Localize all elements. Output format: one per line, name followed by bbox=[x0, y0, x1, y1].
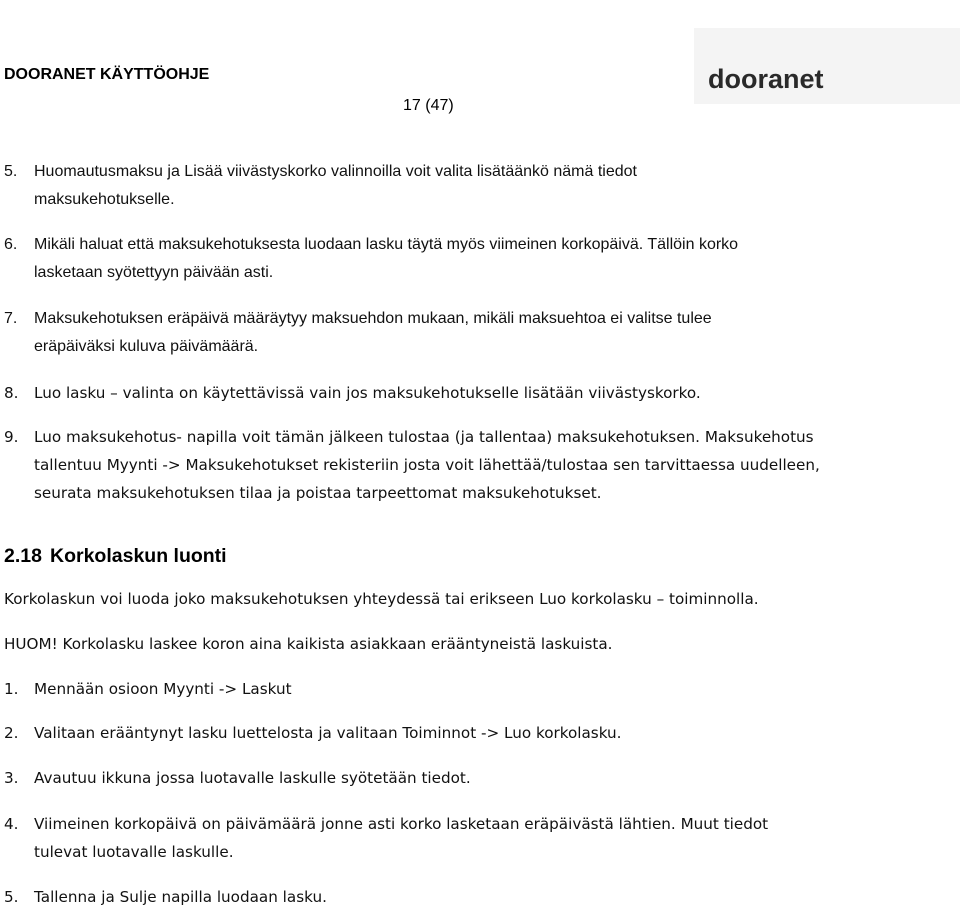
list-item-line: Mennään osioon Myynti -> Laskut bbox=[34, 680, 292, 698]
list-item-line: tulevat luotavalle laskulle. bbox=[34, 843, 234, 861]
list-item-number: 5. bbox=[4, 888, 19, 906]
list-item-line: tallentuu Myynti -> Maksukehotukset rekisteriin josta voit lähettää/tulostaa sen tarvittaessa uudelleen, bbox=[34, 456, 820, 474]
list-item-line: seurata maksukehotuksen tilaa ja poistaa tarpeettomat maksukehotukset. bbox=[34, 484, 602, 502]
list-item-line: Huomautusmaksu ja Lisää viivästyskorko valinnoilla voit valita lisätäänkö nämä tiedot bbox=[34, 163, 637, 180]
list-item-line: Luo lasku – valinta on käytettävissä vain jos maksukehotukselle lisätään viivästyskorko. bbox=[34, 384, 701, 402]
list-item-line: Avautuu ikkuna jossa luotavalle laskulle syötetään tiedot. bbox=[34, 769, 471, 787]
section-intro: Korkolaskun voi luoda joko maksukehotuksen yhteydessä tai erikseen Luo korkolasku – toiminnolla. bbox=[4, 590, 759, 608]
section-title: Korkolaskun luonti bbox=[50, 545, 227, 567]
list-item-number: 6. bbox=[4, 236, 18, 253]
list-item-line: Maksukehotuksen eräpäivä määräytyy maksuehdon mukaan, mikäli maksuehtoa ei valitse tulee bbox=[34, 310, 712, 327]
list-item-number: 5. bbox=[4, 163, 18, 180]
logo-wordmark: dooranet bbox=[708, 64, 824, 94]
section-note: HUOM! Korkolasku laskee koron aina kaikista asiakkaan erääntyneistä laskuista. bbox=[4, 635, 613, 653]
section-heading bbox=[4, 545, 227, 568]
list-item-line: Viimeinen korkopäivä on päivämäärä jonne asti korko lasketaan eräpäivästä lähtien. Muut tiedot bbox=[34, 815, 769, 833]
list-item-number: 9. bbox=[4, 428, 19, 446]
list-item-line: Tallenna ja Sulje napilla luodaan lasku. bbox=[34, 888, 327, 906]
list-item-line: lasketaan syötettyyn päivään asti. bbox=[34, 264, 274, 281]
list-item-number: 3. bbox=[4, 769, 19, 787]
dooranet-logo bbox=[694, 28, 960, 104]
list-item-number: 2. bbox=[4, 724, 19, 742]
list-item-line: eräpäiväksi kuluva päivämäärä. bbox=[34, 338, 259, 355]
list-item-number: 4. bbox=[4, 815, 19, 833]
list-item-line: Mikäli haluat että maksukehotuksesta luodaan lasku täytä myös viimeinen korkopäivä. Tällöin korko bbox=[34, 236, 739, 253]
list-item-line: Valitaan erääntynyt lasku luettelosta ja valitaan Toiminnot -> Luo korkolasku. bbox=[34, 724, 622, 742]
page-number: 17 (47) bbox=[403, 97, 454, 114]
list-item-number: 1. bbox=[4, 680, 19, 698]
list-item-line: Luo maksukehotus- napilla voit tämän jälkeen tulostaa (ja tallentaa) maksukehotuksen. Maksukehotus bbox=[34, 428, 814, 446]
list-item-number: 7. bbox=[4, 310, 18, 327]
document-title: DOORANET KÄYTTÖOHJE bbox=[4, 66, 210, 83]
list-item-number: 8. bbox=[4, 384, 19, 402]
list-item-line: maksukehotukselle. bbox=[34, 191, 175, 208]
section-number: 2.18 bbox=[4, 545, 42, 567]
